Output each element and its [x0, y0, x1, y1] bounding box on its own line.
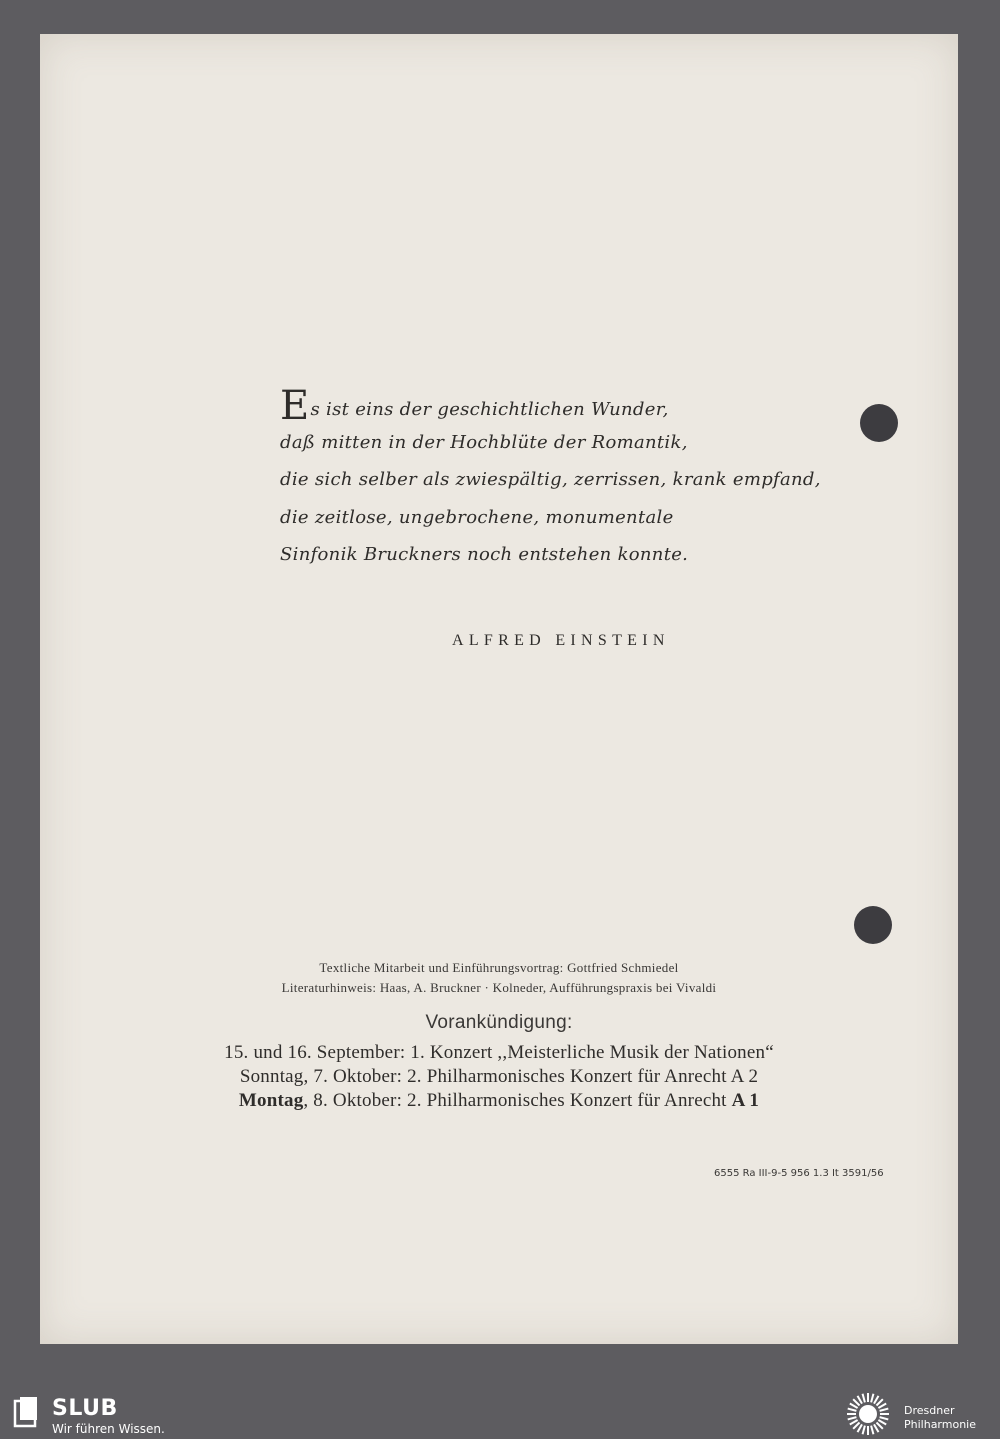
- logo-ray: [853, 1422, 859, 1428]
- logo-ray: [874, 1424, 879, 1432]
- philharmonie-logo-icon: [842, 1390, 894, 1438]
- quote-initial: E: [280, 383, 310, 429]
- quote-line-4: die zeitlose, ungebrochene, monumentale: [280, 506, 674, 528]
- print-code: 6555 Ra III-9-5 956 1.3 It 3591/56: [714, 1168, 884, 1179]
- partner-name-line-2: Philharmonie: [904, 1418, 976, 1431]
- logo-ray: [850, 1404, 858, 1409]
- announcement-line-2: Sonntag, 7. Oktober: 2. Philharmonisches Konzert für Anrecht A 2: [239, 1066, 759, 1087]
- logo-ray: [858, 1396, 863, 1404]
- quote-line-2: daß mitten in der Hochblüte der Romantik,: [280, 431, 688, 453]
- logo-ray: [878, 1404, 886, 1409]
- announcement-code-bold: A 1: [731, 1090, 760, 1111]
- punch-hole-bottom: [854, 906, 892, 944]
- quote-line-1: Es ist eins der geschichtlichen Wunder,: [280, 383, 669, 429]
- footer-bar: [0, 1388, 1000, 1439]
- logo-ray: [853, 1399, 859, 1405]
- slub-title: SLUB: [52, 1396, 118, 1421]
- quote-line-3: die sich selber als zwiespältig, zerrissen, krank empfand,: [280, 469, 821, 490]
- announcement-day-bold: Montag: [238, 1090, 304, 1111]
- logo-ray: [874, 1396, 879, 1404]
- partner-name-line-1: Dresdner: [904, 1404, 955, 1417]
- announcement-heading: Vorankündigung:: [425, 1012, 573, 1033]
- logo-ray: [880, 1409, 889, 1411]
- credits-text-line: Textliche Mitarbeit und Einführungsvortrag: Gottfried Schmiedel: [319, 960, 679, 975]
- logo-ray: [863, 1394, 865, 1403]
- logo-ray: [871, 1394, 873, 1403]
- logo-ray: [871, 1426, 873, 1435]
- logo-ray: [880, 1417, 889, 1419]
- logo-ray: [848, 1409, 857, 1411]
- logo-ray: [876, 1399, 882, 1405]
- quote-author: ALFRED EINSTEIN: [452, 632, 670, 649]
- quote-line-5: Sinfonik Bruckners noch entstehen konnte.: [280, 544, 689, 565]
- logo-ray: [858, 1424, 863, 1432]
- announcement-line-3: Montag, 8. Oktober: 2. Philharmonisches Konzert für Anrecht A 1: [238, 1090, 760, 1111]
- slub-tagline: Wir führen Wissen.: [52, 1422, 165, 1436]
- logo-ray: [863, 1426, 865, 1435]
- logo-ray: [850, 1420, 858, 1425]
- slub-logo-icon: [12, 1396, 40, 1428]
- credits-literature-line: Literaturhinweis: Haas, A. Bruckner · Kolneder, Aufführungspraxis bei Vivaldi: [281, 980, 717, 995]
- announcement-line-1: 15. und 16. September: 1. Konzert ,,Meisterliche Musik der Nationen“: [224, 1042, 774, 1063]
- logo-ray: [876, 1422, 882, 1428]
- quote-block: [280, 383, 880, 574]
- document-page: [40, 34, 958, 1344]
- logo-ray: [878, 1420, 886, 1425]
- logo-ray: [848, 1417, 857, 1419]
